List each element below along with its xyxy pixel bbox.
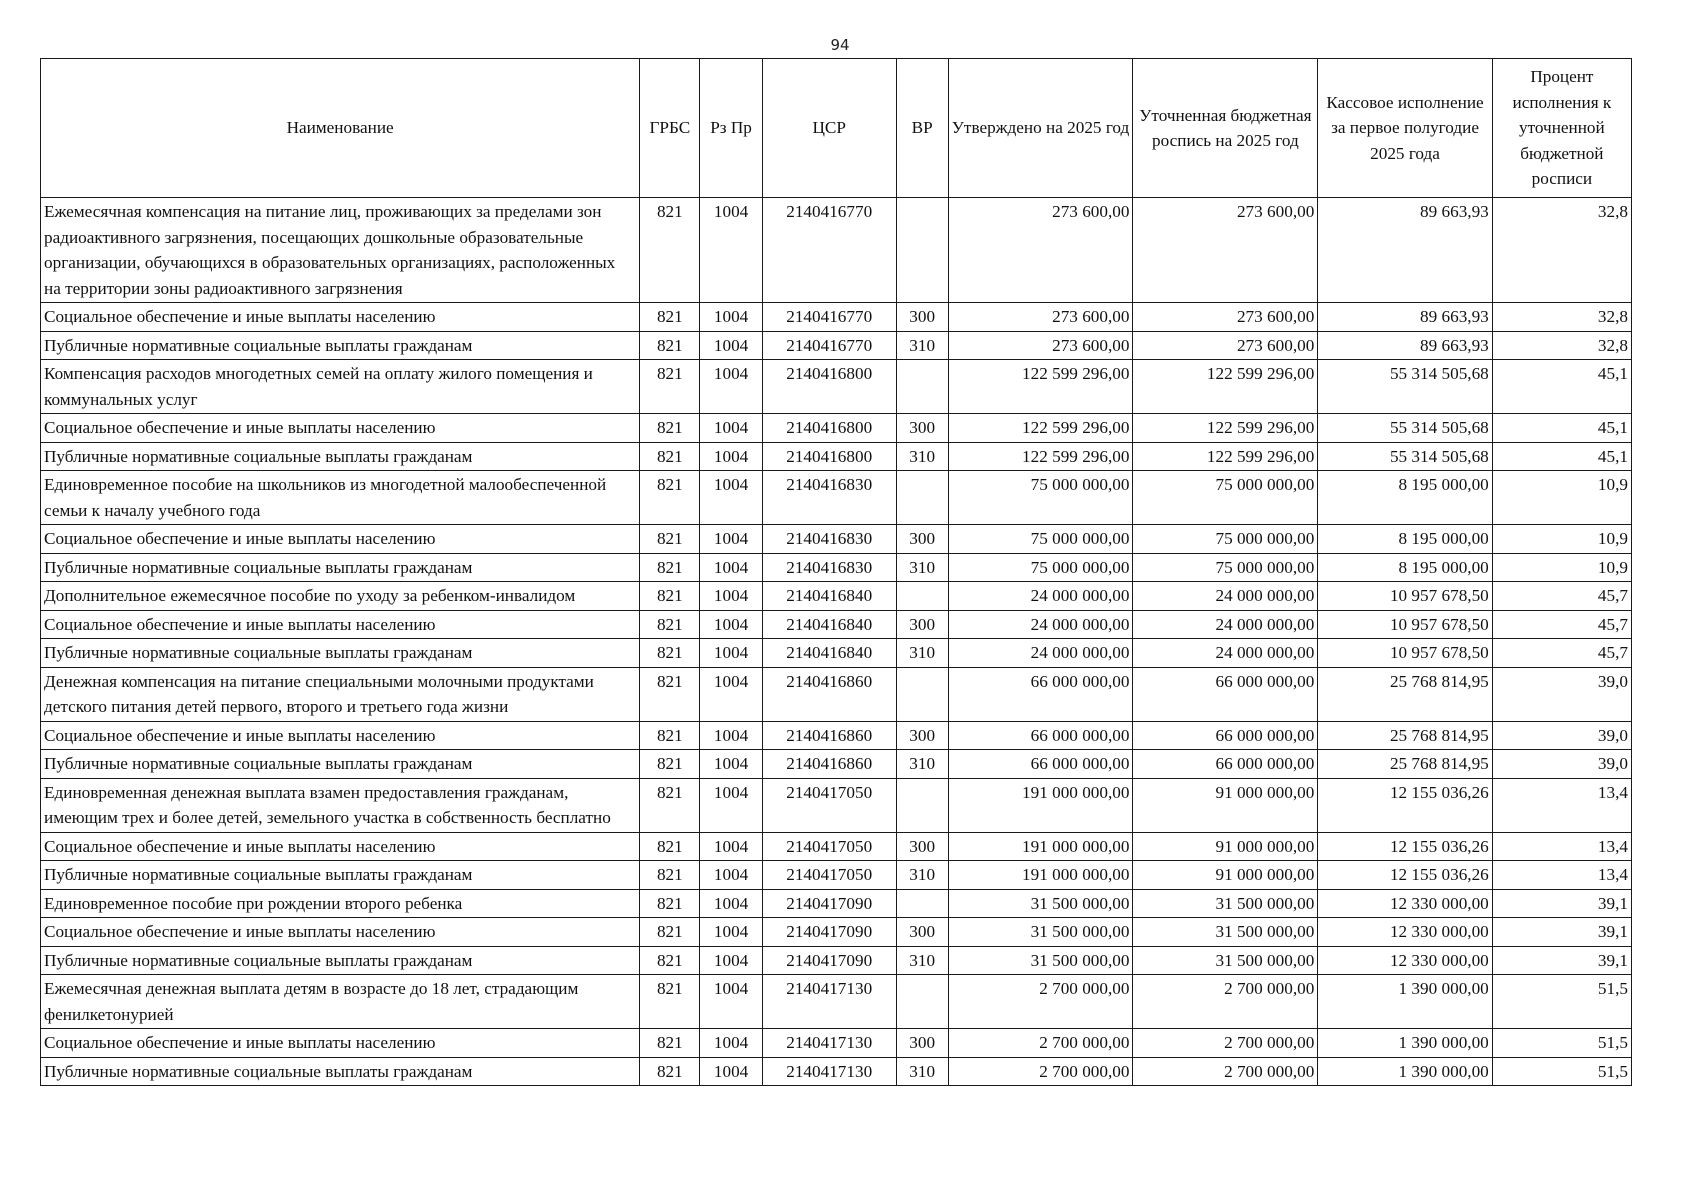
cell-name: Единовременное пособие на школьников из многодетной малообеспеченной семьи к началу учебного года [41,471,640,525]
table-row [41,1057,1632,1086]
cell-refined: 122 599 296,00 [1133,360,1318,414]
cell-vr: 300 [896,303,948,332]
cell-rzpr: 1004 [700,889,762,918]
cell-name: Публичные нормативные социальные выплаты гражданам [41,861,640,890]
cell-vr: 310 [896,946,948,975]
cell-rzpr: 1004 [700,750,762,779]
cell-approved: 66 000 000,00 [948,667,1133,721]
cell-rzpr: 1004 [700,553,762,582]
cell-refined: 122 599 296,00 [1133,414,1318,443]
table-row [41,471,1632,525]
cell-percent: 45,7 [1492,582,1631,611]
cell-percent: 13,4 [1492,832,1631,861]
cell-vr: 310 [896,442,948,471]
cell-csr: 2140417090 [762,946,896,975]
cell-csr: 2140416840 [762,639,896,668]
cell-csr: 2140416800 [762,360,896,414]
cell-approved: 2 700 000,00 [948,1057,1133,1086]
cell-rzpr: 1004 [700,975,762,1029]
cell-grbs: 821 [640,442,700,471]
cell-approved: 75 000 000,00 [948,471,1133,525]
cell-grbs: 821 [640,414,700,443]
cell-csr: 2140416770 [762,303,896,332]
table-row [41,889,1632,918]
table-row [41,331,1632,360]
cell-grbs: 821 [640,918,700,947]
cell-percent: 51,5 [1492,1057,1631,1086]
table-row [41,832,1632,861]
header-name: Наименование [41,59,640,198]
cell-executed: 25 768 814,95 [1318,667,1492,721]
cell-grbs: 821 [640,861,700,890]
header-grbs: ГРБС [640,59,700,198]
cell-percent: 32,8 [1492,331,1631,360]
cell-refined: 75 000 000,00 [1133,525,1318,554]
cell-refined: 91 000 000,00 [1133,861,1318,890]
cell-approved: 31 500 000,00 [948,918,1133,947]
cell-executed: 12 155 036,26 [1318,861,1492,890]
cell-vr: 310 [896,639,948,668]
cell-vr [896,889,948,918]
cell-approved: 191 000 000,00 [948,778,1133,832]
cell-executed: 10 957 678,50 [1318,582,1492,611]
header-row [41,59,1632,198]
cell-name: Публичные нормативные социальные выплаты гражданам [41,946,640,975]
cell-rzpr: 1004 [700,198,762,303]
cell-percent: 10,9 [1492,553,1631,582]
cell-refined: 273 600,00 [1133,303,1318,332]
cell-name: Социальное обеспечение и иные выплаты населению [41,1029,640,1058]
cell-vr [896,667,948,721]
table-row [41,414,1632,443]
cell-executed: 12 330 000,00 [1318,918,1492,947]
cell-approved: 122 599 296,00 [948,414,1133,443]
cell-vr: 310 [896,861,948,890]
table-row [41,667,1632,721]
cell-executed: 8 195 000,00 [1318,553,1492,582]
cell-name: Ежемесячная компенсация на питание лиц, проживающих за пределами зон радиоактивного загрязнения, посещающих дошкольные образовательные организации, обучающихся в образовательных организациях, расположенных на территории зоны радиоактивного загрязнения [41,198,640,303]
table-row [41,721,1632,750]
cell-grbs: 821 [640,553,700,582]
cell-name: Денежная компенсация на питание специальными молочными продуктами детского питания детей первого, второго и третьего года жизни [41,667,640,721]
table-row [41,946,1632,975]
cell-grbs: 821 [640,946,700,975]
cell-grbs: 821 [640,889,700,918]
cell-name: Единовременное пособие при рождении второго ребенка [41,889,640,918]
cell-vr: 300 [896,832,948,861]
cell-approved: 191 000 000,00 [948,832,1133,861]
cell-executed: 55 314 505,68 [1318,442,1492,471]
cell-vr [896,778,948,832]
cell-csr: 2140417090 [762,889,896,918]
cell-approved: 191 000 000,00 [948,861,1133,890]
cell-name: Ежемесячная денежная выплата детям в возрасте до 18 лет, страдающим фенилкетонурией [41,975,640,1029]
cell-vr: 300 [896,525,948,554]
cell-grbs: 821 [640,471,700,525]
cell-grbs: 821 [640,610,700,639]
cell-csr: 2140416800 [762,414,896,443]
cell-csr: 2140416860 [762,721,896,750]
cell-name: Социальное обеспечение и иные выплаты населению [41,525,640,554]
cell-percent: 32,8 [1492,303,1631,332]
cell-name: Компенсация расходов многодетных семей на оплату жилого помещения и коммунальных услуг [41,360,640,414]
cell-refined: 31 500 000,00 [1133,946,1318,975]
cell-rzpr: 1004 [700,525,762,554]
cell-refined: 66 000 000,00 [1133,750,1318,779]
table-row [41,750,1632,779]
cell-approved: 122 599 296,00 [948,442,1133,471]
cell-grbs: 821 [640,360,700,414]
table-row [41,918,1632,947]
cell-rzpr: 1004 [700,667,762,721]
cell-percent: 45,7 [1492,639,1631,668]
cell-executed: 25 768 814,95 [1318,750,1492,779]
cell-percent: 39,1 [1492,918,1631,947]
cell-rzpr: 1004 [700,471,762,525]
cell-refined: 91 000 000,00 [1133,778,1318,832]
cell-csr: 2140416860 [762,750,896,779]
cell-refined: 24 000 000,00 [1133,639,1318,668]
cell-name: Социальное обеспечение и иные выплаты населению [41,303,640,332]
table-row [41,610,1632,639]
table-row [41,975,1632,1029]
cell-executed: 89 663,93 [1318,331,1492,360]
header-refined: Уточненная бюджетная роспись на 2025 год [1133,59,1318,198]
cell-vr [896,198,948,303]
cell-rzpr: 1004 [700,639,762,668]
cell-executed: 12 155 036,26 [1318,832,1492,861]
cell-name: Публичные нормативные социальные выплаты гражданам [41,750,640,779]
cell-executed: 89 663,93 [1318,198,1492,303]
header-vr: ВР [896,59,948,198]
cell-percent: 51,5 [1492,975,1631,1029]
cell-vr: 300 [896,610,948,639]
cell-approved: 273 600,00 [948,303,1133,332]
cell-rzpr: 1004 [700,331,762,360]
cell-grbs: 821 [640,750,700,779]
cell-rzpr: 1004 [700,303,762,332]
cell-executed: 8 195 000,00 [1318,471,1492,525]
cell-grbs: 821 [640,639,700,668]
cell-percent: 39,0 [1492,667,1631,721]
cell-name: Социальное обеспечение и иные выплаты населению [41,918,640,947]
cell-grbs: 821 [640,331,700,360]
cell-csr: 2140417050 [762,778,896,832]
cell-grbs: 821 [640,582,700,611]
cell-rzpr: 1004 [700,721,762,750]
cell-approved: 24 000 000,00 [948,610,1133,639]
cell-percent: 39,1 [1492,889,1631,918]
cell-csr: 2140417050 [762,832,896,861]
cell-rzpr: 1004 [700,918,762,947]
cell-vr: 310 [896,750,948,779]
cell-percent: 51,5 [1492,1029,1631,1058]
cell-rzpr: 1004 [700,1029,762,1058]
cell-executed: 55 314 505,68 [1318,414,1492,443]
cell-rzpr: 1004 [700,414,762,443]
cell-approved: 24 000 000,00 [948,582,1133,611]
cell-vr: 310 [896,1057,948,1086]
cell-vr [896,360,948,414]
cell-csr: 2140416860 [762,667,896,721]
cell-rzpr: 1004 [700,360,762,414]
cell-executed: 55 314 505,68 [1318,360,1492,414]
table-row [41,442,1632,471]
cell-refined: 66 000 000,00 [1133,721,1318,750]
cell-approved: 75 000 000,00 [948,525,1133,554]
cell-rzpr: 1004 [700,778,762,832]
header-rzpr: Рз Пр [700,59,762,198]
cell-csr: 2140416830 [762,525,896,554]
cell-csr: 2140417130 [762,975,896,1029]
cell-approved: 31 500 000,00 [948,946,1133,975]
cell-vr: 300 [896,1029,948,1058]
cell-rzpr: 1004 [700,832,762,861]
cell-percent: 45,1 [1492,414,1631,443]
cell-rzpr: 1004 [700,582,762,611]
cell-refined: 273 600,00 [1133,331,1318,360]
cell-executed: 12 155 036,26 [1318,778,1492,832]
cell-csr: 2140417090 [762,918,896,947]
cell-approved: 66 000 000,00 [948,750,1133,779]
cell-executed: 12 330 000,00 [1318,946,1492,975]
cell-refined: 31 500 000,00 [1133,889,1318,918]
header-approved: Утверждено на 2025 год [948,59,1133,198]
cell-percent: 32,8 [1492,198,1631,303]
cell-name: Публичные нормативные социальные выплаты гражданам [41,639,640,668]
cell-percent: 45,7 [1492,610,1631,639]
cell-refined: 24 000 000,00 [1133,610,1318,639]
cell-percent: 45,1 [1492,442,1631,471]
cell-executed: 12 330 000,00 [1318,889,1492,918]
cell-vr: 300 [896,721,948,750]
cell-name: Дополнительное ежемесячное пособие по уходу за ребенком-инвалидом [41,582,640,611]
cell-name: Публичные нормативные социальные выплаты гражданам [41,553,640,582]
cell-csr: 2140416770 [762,331,896,360]
cell-csr: 2140416830 [762,471,896,525]
cell-executed: 89 663,93 [1318,303,1492,332]
cell-approved: 273 600,00 [948,198,1133,303]
cell-rzpr: 1004 [700,610,762,639]
cell-approved: 2 700 000,00 [948,975,1133,1029]
cell-rzpr: 1004 [700,442,762,471]
cell-executed: 10 957 678,50 [1318,639,1492,668]
cell-name: Публичные нормативные социальные выплаты гражданам [41,1057,640,1086]
cell-vr: 310 [896,553,948,582]
cell-refined: 66 000 000,00 [1133,667,1318,721]
cell-vr [896,975,948,1029]
cell-rzpr: 1004 [700,861,762,890]
cell-percent: 10,9 [1492,471,1631,525]
cell-vr [896,471,948,525]
cell-csr: 2140417050 [762,861,896,890]
cell-grbs: 821 [640,721,700,750]
page-number: 94 [830,36,850,54]
cell-name: Социальное обеспечение и иные выплаты населению [41,721,640,750]
cell-csr: 2140416800 [762,442,896,471]
cell-percent: 13,4 [1492,861,1631,890]
table-row [41,360,1632,414]
cell-approved: 2 700 000,00 [948,1029,1133,1058]
cell-executed: 1 390 000,00 [1318,1057,1492,1086]
cell-percent: 39,0 [1492,721,1631,750]
cell-csr: 2140416830 [762,553,896,582]
table-row [41,778,1632,832]
budget-execution-table [40,58,1632,1086]
cell-percent: 10,9 [1492,525,1631,554]
cell-refined: 91 000 000,00 [1133,832,1318,861]
cell-vr: 310 [896,331,948,360]
cell-executed: 25 768 814,95 [1318,721,1492,750]
cell-name: Социальное обеспечение и иные выплаты населению [41,610,640,639]
cell-refined: 75 000 000,00 [1133,553,1318,582]
cell-executed: 1 390 000,00 [1318,1029,1492,1058]
cell-rzpr: 1004 [700,1057,762,1086]
cell-grbs: 821 [640,667,700,721]
cell-refined: 24 000 000,00 [1133,582,1318,611]
cell-refined: 122 599 296,00 [1133,442,1318,471]
table-row [41,582,1632,611]
header-executed: Кассовое исполнение за первое полугодие 2025 года [1318,59,1492,198]
cell-grbs: 821 [640,198,700,303]
cell-grbs: 821 [640,832,700,861]
cell-vr: 300 [896,414,948,443]
cell-refined: 2 700 000,00 [1133,975,1318,1029]
cell-executed: 10 957 678,50 [1318,610,1492,639]
cell-grbs: 821 [640,1057,700,1086]
header-percent: Процент исполнения к уточненной бюджетной росписи [1492,59,1631,198]
cell-csr: 2140417130 [762,1057,896,1086]
cell-percent: 39,1 [1492,946,1631,975]
cell-csr: 2140416840 [762,582,896,611]
header-csr: ЦСР [762,59,896,198]
cell-approved: 24 000 000,00 [948,639,1133,668]
cell-approved: 75 000 000,00 [948,553,1133,582]
table-row [41,553,1632,582]
table-body [41,198,1632,1086]
cell-name: Социальное обеспечение и иные выплаты населению [41,832,640,861]
table-row [41,198,1632,303]
cell-grbs: 821 [640,303,700,332]
cell-grbs: 821 [640,1029,700,1058]
cell-name: Единовременная денежная выплата взамен предоставления гражданам, имеющим трех и более детей, земельного участка в собственность бесплатно [41,778,640,832]
table-row [41,861,1632,890]
table-row [41,303,1632,332]
cell-approved: 66 000 000,00 [948,721,1133,750]
cell-refined: 2 700 000,00 [1133,1029,1318,1058]
cell-refined: 75 000 000,00 [1133,471,1318,525]
cell-grbs: 821 [640,975,700,1029]
cell-vr [896,582,948,611]
cell-refined: 2 700 000,00 [1133,1057,1318,1086]
cell-approved: 122 599 296,00 [948,360,1133,414]
cell-grbs: 821 [640,525,700,554]
cell-csr: 2140417130 [762,1029,896,1058]
cell-refined: 273 600,00 [1133,198,1318,303]
cell-csr: 2140416840 [762,610,896,639]
cell-name: Публичные нормативные социальные выплаты гражданам [41,442,640,471]
table-row [41,525,1632,554]
cell-approved: 31 500 000,00 [948,889,1133,918]
table-row [41,1029,1632,1058]
cell-refined: 31 500 000,00 [1133,918,1318,947]
cell-grbs: 821 [640,778,700,832]
cell-percent: 39,0 [1492,750,1631,779]
table-row [41,639,1632,668]
cell-approved: 273 600,00 [948,331,1133,360]
cell-percent: 45,1 [1492,360,1631,414]
cell-csr: 2140416770 [762,198,896,303]
cell-vr: 300 [896,918,948,947]
cell-name: Социальное обеспечение и иные выплаты населению [41,414,640,443]
cell-executed: 1 390 000,00 [1318,975,1492,1029]
cell-rzpr: 1004 [700,946,762,975]
cell-name: Публичные нормативные социальные выплаты гражданам [41,331,640,360]
cell-executed: 8 195 000,00 [1318,525,1492,554]
cell-percent: 13,4 [1492,778,1631,832]
